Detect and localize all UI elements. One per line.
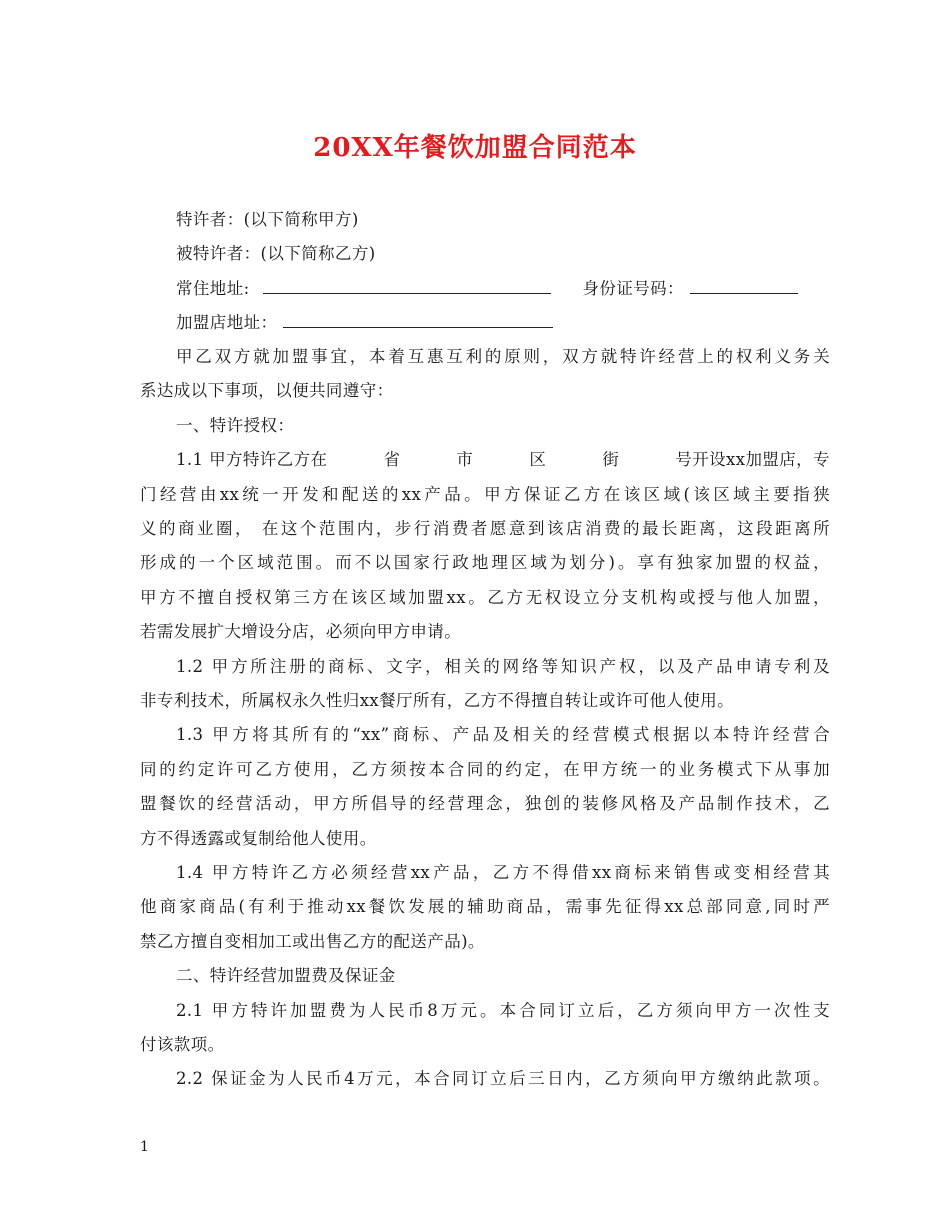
clause-1-1-word: 1.1 甲方特许乙方在 <box>176 450 328 469</box>
clause-2-1-line-2: 付该款项。 <box>140 1035 225 1054</box>
document-title: 20XX年餐饮加盟合同范本 <box>313 133 637 163</box>
clause-1-1-line-1 <box>176 449 830 471</box>
clause-1-1-line-6: 若需发展扩大增设分店，必须向甲方申请。 <box>140 622 462 641</box>
clause-1-2-line-2: 非专利技术，所属权永久性归xx餐厅所有，乙方不得擅自转让或许可他人使用。 <box>140 691 735 710</box>
clause-1-3-line-2: 同的约定许可乙方使用，乙方须按本合同的约定，在甲方统一的业务模式下从事加 <box>140 760 830 779</box>
id-label: 身份证号码： <box>582 279 684 298</box>
intro-line-1: 甲乙双方就加盟事宜，本着互惠互利的原则，双方就特许经营上的权利义务关 <box>176 347 830 366</box>
clause-1-1-word: 市 <box>456 450 474 469</box>
clause-1-2-line-1: 1.2 甲方所注册的商标、文字，相关的网络等知识产权，以及产品申请专利及 <box>176 657 830 676</box>
clause-1-3-line-1: 1.3 甲方将其所有的“xx”商标、产品及相关的经营模式根据以本特许经营合 <box>176 725 830 744</box>
clause-2-2-line-1: 2.2 保证金为人民币4万元，本合同订立后三日内，乙方须向甲方缴纳此款项。 <box>176 1069 830 1088</box>
clause-1-3-line-4: 方不得透露或复制给他人使用。 <box>140 829 377 848</box>
intro-line-2: 系达成以下事项，以便共同遵守： <box>140 381 394 400</box>
address-blank <box>263 279 551 294</box>
clause-1-1-word: 省 <box>383 450 401 469</box>
address-row <box>176 278 866 300</box>
clause-1-4-line-3: 禁乙方擅自变相加工或出售乙方的配送产品)。 <box>140 932 485 951</box>
clause-1-1-line-4: 形成的一个区域范围。而不以国家行政地理区域为划分)。享有独家加盟的权益， <box>140 553 830 572</box>
clause-1-1-word: 号开设xx加盟店，专 <box>675 450 830 469</box>
store-address-row <box>176 312 866 334</box>
clause-2-1-line-1: 2.1 甲方特许加盟费为人民币8万元。本合同订立后，乙方须向甲方一次性支 <box>176 1001 830 1020</box>
id-blank <box>690 279 798 294</box>
franchisee-line: 被特许者：(以下简称乙方) <box>176 244 376 263</box>
clause-1-1-word: 街 <box>602 450 620 469</box>
clause-1-3-line-3: 盟餐饮的经营活动，甲方所倡导的经营理念，独创的装修风格及产品制作技术，乙 <box>140 794 830 813</box>
page-number: 1 <box>140 1139 149 1155</box>
address-label: 常住地址: <box>176 279 250 298</box>
clause-1-4-line-1: 1.4 甲方特许乙方必须经营xx产品，乙方不得借xx商标来销售或变相经营其 <box>176 863 830 882</box>
store-address-blank <box>283 313 553 328</box>
clause-1-1-line-2: 门经营由xx统一开发和配送的xx产品。甲方保证乙方在该区域(该区域主要指狭 <box>140 485 830 504</box>
store-address-label: 加盟店地址： <box>176 313 278 332</box>
franchisor-line: 特许者：(以下简称甲方) <box>176 210 359 229</box>
clause-1-1-line-5: 甲方不擅自授权第三方在该区域加盟xx。乙方无权设立分支机构或授与他人加盟， <box>140 588 830 607</box>
clause-1-1-word: 区 <box>529 450 547 469</box>
section-1-title: 一、特许授权： <box>176 416 295 435</box>
section-2-title: 二、特许经营加盟费及保证金 <box>176 966 396 985</box>
clause-1-4-line-2: 他商家商品(有利于推动xx餐饮发展的辅助商品，需事先征得xx总部同意,同时严 <box>140 897 830 916</box>
clause-1-1-line-3: 义的商业圈， 在这个范围内，步行消费者愿意到该店消费的最长距离，这段距离所 <box>140 519 830 538</box>
